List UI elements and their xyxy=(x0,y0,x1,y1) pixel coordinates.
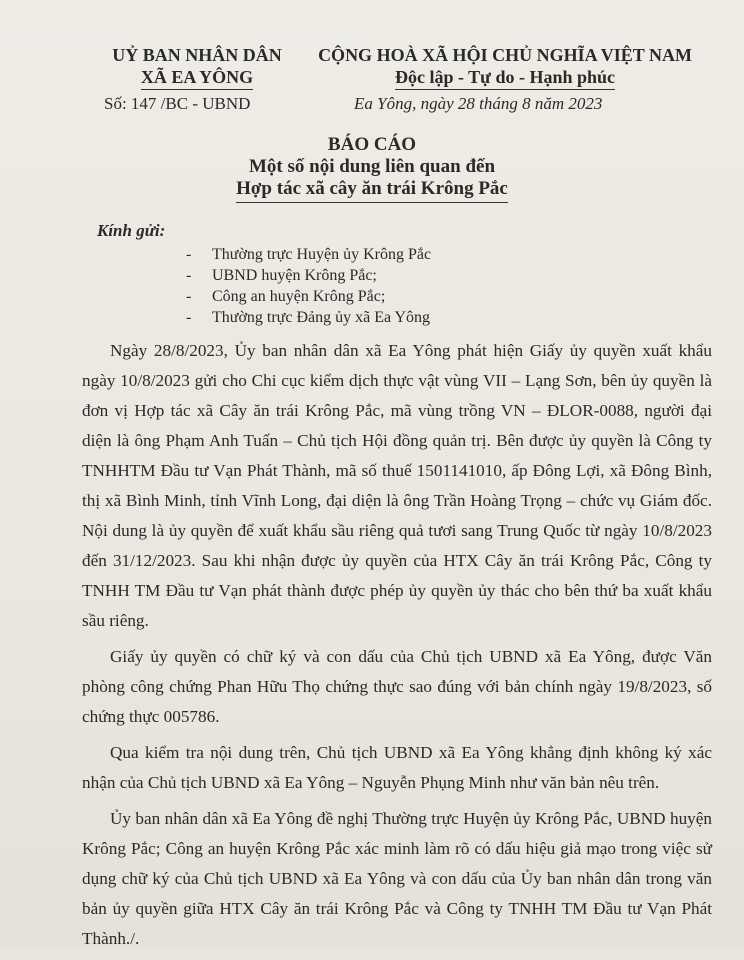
title-line-2: Một số nội dung liên quan đến xyxy=(248,156,496,177)
paragraph-2: Giấy ủy quyền có chữ ký và con dấu của Chủ tịch UBND xã Ea Yông, được Văn phòng công chứng Phan Hữu Thọ chứng thực sao đúng với bản chính ngày 19/8/2023, số chứng thực 005786. xyxy=(82,647,712,726)
recipient-item: - Công an huyện Krông Pắc; xyxy=(186,288,386,305)
document-type: BÁO CÁO xyxy=(327,134,417,155)
issuing-organization xyxy=(92,44,302,90)
paragraph-1: Ngày 28/8/2023, Ủy ban nhân dân xã Ea Yông phát hiện Giấy ủy quyền xuất khẩu ngày 10/8/2023 gửi cho Chi cục kiểm dịch thực vật vùng VII – Lạng Sơn, bên ủy quyền là đơn vị Hợp tác xã Cây ăn trái Krông Pắc, mã vùng trồng VN – ĐLOR-0088, người đại diện là ông Phạm Anh Tuấn – Chủ tịch Hội đồng quản trị. Bên được ủy quyền là Công ty TNHHTM Đầu tư Vạn Phát Thành, mã số thuế 1501141010, ấp Đông Lợi, xã Đông Bình, thị xã Bình Minh, tỉnh Vĩnh Long, đại diện là ông Trần Hoàng Trọng – chức vụ Giám đốc. Nội dung là ủy quyền để xuất khẩu sầu riêng quả tươi sang Trung Quốc từ ngày 10/8/2023 đến 31/12/2023. Sau khi nhận được ủy quyền của HTX Cây ăn trái Krông Pắc, Công ty TNHH TM Đầu tư Vạn phát thành được phép ủy quyền ủy thác cho bên thứ ba xuất khẩu sầu riêng. xyxy=(82,341,712,630)
title-line-3: Hợp tác xã cây ăn trái Krông Pắc xyxy=(236,178,508,203)
org-line-2: XÃ EA YÔNG xyxy=(141,66,253,90)
recipient-list xyxy=(186,244,431,328)
nation-name: CỘNG HOÀ XÃ HỘI CHỦ NGHĨA VIỆT NAM xyxy=(318,45,692,65)
paragraph-3: Qua kiểm tra nội dung trên, Chủ tịch UBND xã Ea Yông khẳng định không ký xác nhận của Chủ tịch UBND xã Ea Yông – Nguyễn Phụng Minh như văn bản nêu trên. xyxy=(82,743,712,792)
recipient-item: - UBND huyện Krông Pắc; xyxy=(186,267,377,284)
report-body xyxy=(82,336,712,960)
national-motto: Độc lập - Tự do - Hạnh phúc xyxy=(395,66,615,90)
document-number: Số: 147 /BC - UBND xyxy=(104,94,251,113)
date-line: Ea Yông, ngày 28 tháng 8 năm 2023 xyxy=(354,94,603,113)
paragraph-4: Ủy ban nhân dân xã Ea Yông đề nghị Thường trực Huyện ủy Krông Pắc, UBND huyện Krông Pắc; Công an huyện Krông Pắc xác minh làm rõ có dấu hiệu giả mạo trong việc sử dụng chữ ký của Chủ tịch UBND xã Ea Yông và con dấu của Ủy ban nhân dân trong văn bản ủy quyền giữa HTX Cây ăn trái Krông Pắc và Công ty TNHH TM Đầu tư Vạn Phát Thành./. xyxy=(82,809,712,948)
org-line-1: UỶ BAN NHÂN DÂN xyxy=(112,45,282,65)
national-heading xyxy=(300,44,710,90)
recipient-item: - Thường trực Huyện ủy Krông Pắc xyxy=(186,246,432,263)
document-title-block xyxy=(0,134,744,203)
greeting: Kính gửi: xyxy=(97,221,166,240)
recipient-item: - Thường trực Đảng ủy xã Ea Yông xyxy=(186,309,431,326)
